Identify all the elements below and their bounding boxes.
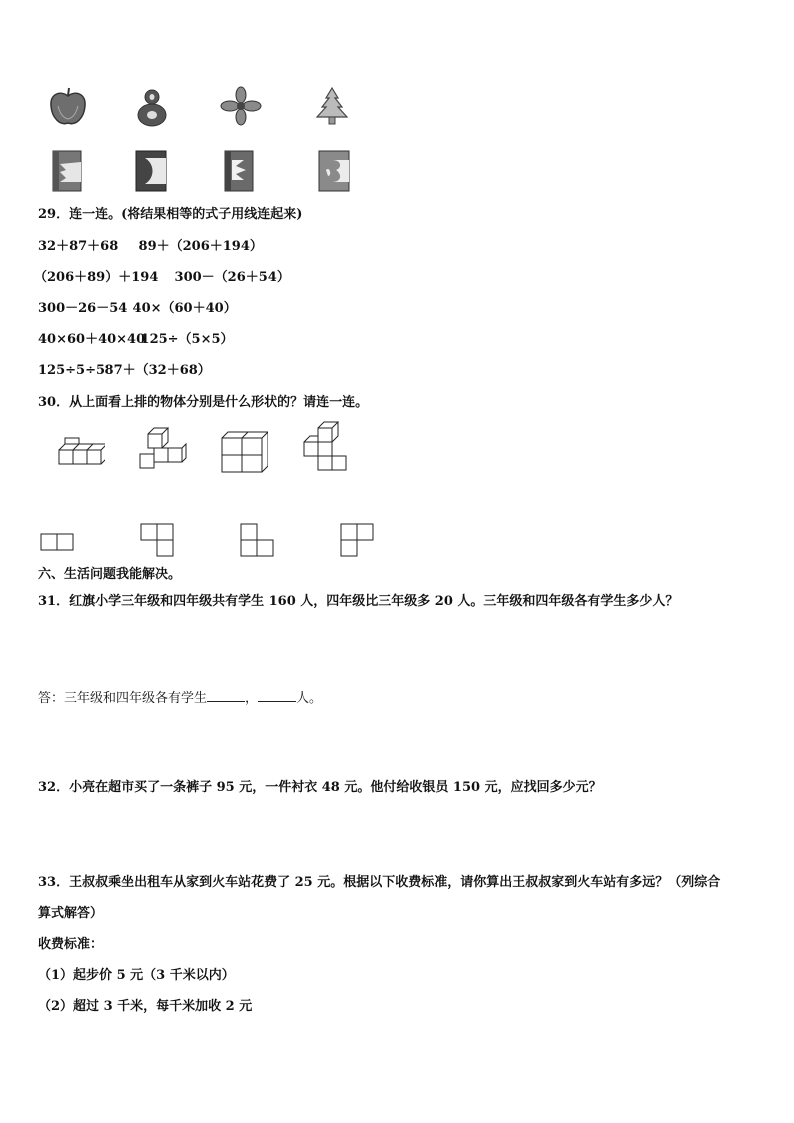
expr-right: 89＋（206＋194） — [138, 239, 263, 254]
apple-picture — [48, 86, 88, 128]
top-view-3 — [240, 522, 276, 560]
cube-figure-3 — [220, 428, 268, 474]
expr-left: 40×60＋40×40 — [38, 332, 146, 347]
q29-row — [34, 269, 290, 287]
folded-cutout-4 — [318, 150, 350, 192]
cube-figure-2 — [136, 426, 188, 476]
q33-title-line2: 算式解答） — [38, 906, 104, 921]
answer-blank-2[interactable] — [258, 688, 296, 702]
top-view-4 — [340, 522, 376, 560]
flower-picture — [220, 86, 262, 126]
expr-right: 300－（26＋54） — [174, 270, 290, 285]
q31-title: 31．红旗小学三年级和四年级共有学生 160 人，四年级比三年级多 20 人。三年级和四年级各有学生多少人？ — [38, 594, 679, 609]
top-view-2 — [140, 522, 176, 560]
expr-left: 300－26－54 — [38, 301, 128, 316]
expr-left: 125÷5÷5 — [38, 363, 106, 378]
q29-row — [38, 238, 263, 256]
q33-standard-label: 收费标准： — [38, 937, 104, 952]
cube-figure-1 — [55, 436, 105, 472]
q33-rule-1: （1）起步价 5 元（3 千米以内） — [38, 968, 235, 983]
expr-right: 40×（60＋40） — [132, 301, 237, 316]
answer-separator: ， — [245, 691, 259, 706]
q32-title: 32．小亮在超市买了一条裤子 95 元，一件衬衣 48 元。他付给收银员 150 元，应找回多少元？ — [38, 780, 602, 795]
expr-left: （206＋89）＋194 — [34, 270, 159, 285]
expr-right: 87＋（32＋68） — [104, 363, 211, 378]
answer-blank-1[interactable] — [207, 688, 245, 702]
gourd-picture — [134, 86, 170, 128]
q33-rule-2: （2）超过 3 千米，每千米加收 2 元 — [38, 999, 253, 1014]
q31-answer — [38, 688, 322, 708]
q29-row — [38, 300, 237, 318]
q30-title: 30．从上面看上排的物体分别是什么形状的？请连一连。 — [38, 395, 369, 410]
folded-cutout-3 — [224, 150, 254, 192]
q29-row — [38, 362, 211, 380]
section-title: 六、生活问题我能解决。 — [38, 567, 182, 582]
q29-row — [38, 331, 234, 349]
q33-title-line1: 33．王叔叔乘坐出租车从家到火车站花费了 25 元。根据以下收费标准，请你算出王叔叔家到火车站有多远？（列综合 — [38, 875, 721, 890]
answer-prefix: 答：三年级和四年级各有学生 — [38, 691, 208, 706]
expr-left: 32＋87＋68 — [38, 239, 119, 254]
expr-right: 125÷（5×5） — [140, 332, 234, 347]
folded-cutout-2 — [135, 150, 167, 192]
tree-picture — [314, 86, 350, 126]
folded-cutout-1 — [52, 150, 82, 192]
answer-suffix: 人。 — [296, 691, 323, 706]
top-view-1 — [40, 532, 76, 552]
q29-title: 29．连一连。(将结果相等的式子用线连起来) — [38, 207, 303, 222]
cube-figure-4 — [300, 420, 352, 474]
